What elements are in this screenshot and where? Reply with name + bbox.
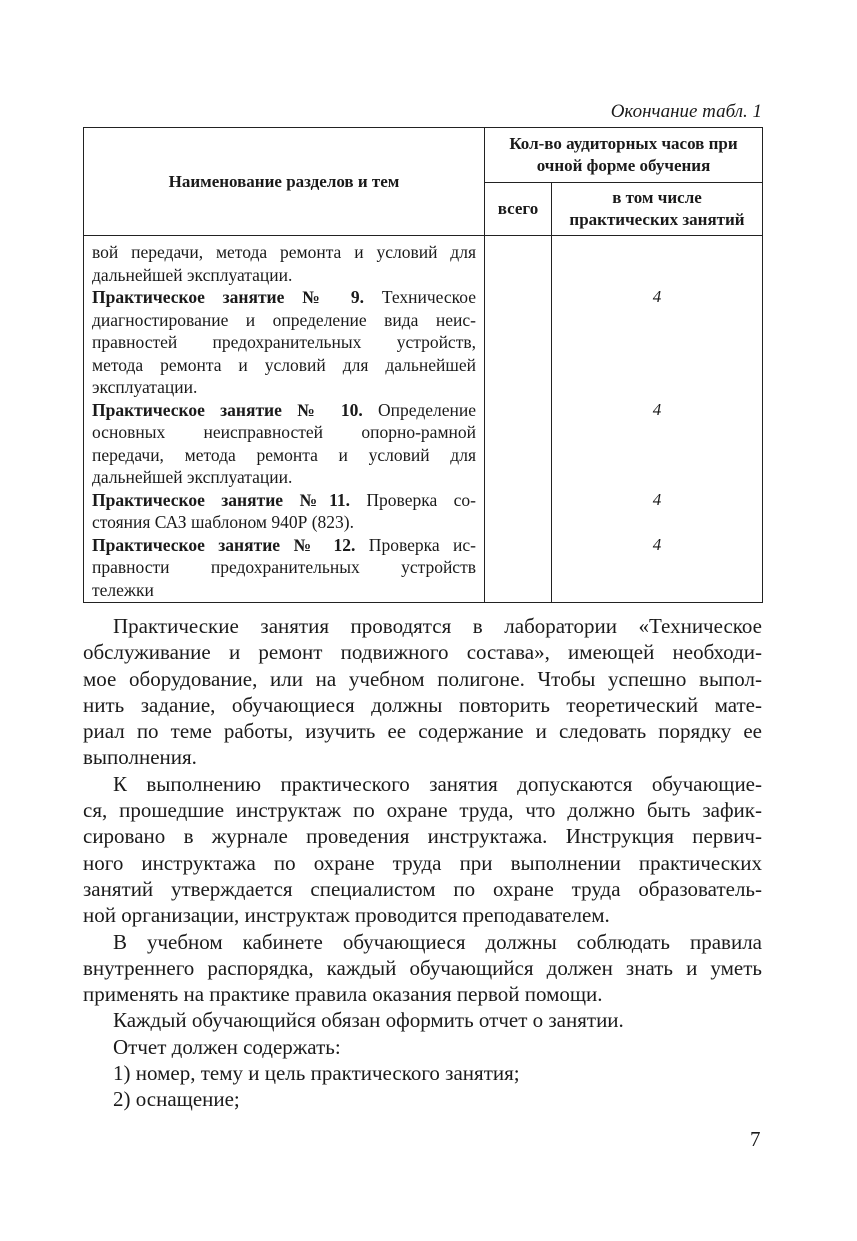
paragraph-line: ной организации, инструктаж проводится преподавателем. <box>83 903 610 928</box>
paragraph-line: ного инструктажа по охране труда при выполнении практических <box>83 850 762 875</box>
paragraph-line: риал по теме работы, изучить ее содержание и следовать порядку ее <box>83 719 762 744</box>
topic-line: основных неисправностей опорно-рамной <box>92 422 476 442</box>
topic-line: правностей предохранительных устройств, <box>92 332 476 352</box>
curriculum-table <box>83 127 763 603</box>
practical-hours <box>552 264 762 287</box>
paragraph-line: внутреннего распорядка, каждый обучающийся должен знать и уметь <box>83 955 762 980</box>
topic-line: дальнейшей эксплуатации. <box>92 264 293 285</box>
paragraph-line: мое оборудование, или на учебном полигоне. Чтобы успешно выпол- <box>83 666 762 691</box>
paragraph-line: применять на практике правила оказания первой помощи. <box>83 982 603 1007</box>
practical-hours <box>552 309 762 332</box>
practical-hours <box>552 376 762 399</box>
topic-line: Практическое занятие №11. Проверка со- <box>92 489 476 510</box>
paragraph-line: обслуживание и ремонт подвижного состава», имеющей необходи- <box>83 640 762 665</box>
practical-hours <box>552 444 762 467</box>
lesson-title: Практическое занятие № 10. <box>92 399 363 420</box>
topic-line: правности предохранительных устройств <box>92 557 476 577</box>
paragraph-line: Каждый обучающийся обязан оформить отчет о занятии. <box>113 1008 624 1033</box>
lesson-title: Практическое занятие № 9. <box>92 287 365 307</box>
topic-line: стояния САЗ шаблоном 940Р (823). <box>92 512 355 532</box>
practical-hours <box>552 354 762 377</box>
paragraph-line: 2) оснащение; <box>113 1087 240 1112</box>
header-name: Наименование разделов и тем <box>84 128 485 236</box>
topic-line: эксплуатации. <box>92 377 198 397</box>
practical-cell <box>552 236 763 603</box>
topic-line: Практическое занятие № 12. Проверка ис- <box>92 534 477 555</box>
topic-line: диагностирование и определение вида неис- <box>92 309 476 330</box>
practical-hours: 4 <box>652 534 662 554</box>
total-cell <box>485 236 552 603</box>
paragraph-line: 1) номер, тему и цель практического занятия; <box>113 1061 520 1086</box>
lesson-title: Практическое занятие № 12. <box>92 534 356 555</box>
paragraph-line: нить задание, обучающиеся должны повторить теоретический мате- <box>83 692 762 717</box>
topic-line: метода ремонта и условий для дальнейшей <box>92 354 476 375</box>
topic-line: тележки <box>92 579 154 600</box>
practical-hours: 4 <box>652 489 662 509</box>
topic-line: вой передачи, метода ремонта и условий для <box>92 242 476 262</box>
practical-hours: 4 <box>652 287 662 306</box>
practical-hours <box>552 556 762 579</box>
practical-hours: 4 <box>652 399 662 419</box>
practical-hours <box>552 466 762 489</box>
paragraph-line: ся, прошедшие инструктаж по охране труда, что должно быть зафик- <box>83 798 762 823</box>
header-total: всего <box>485 183 552 236</box>
page-number: 7 <box>750 1127 761 1151</box>
lesson-title: Практическое занятие №11. <box>92 489 350 510</box>
paragraph-line: сировано в журнале проведения инструктажа. Инструкция первич- <box>83 824 762 849</box>
table-continuation-label: Окончание табл. 1 <box>610 101 762 122</box>
topic-line: дальнейшей эксплуатации. <box>92 467 293 487</box>
practical-hours <box>552 421 762 444</box>
paragraph-line: Отчет должен содержать: <box>113 1034 341 1059</box>
paragraph-line: В учебном кабинете обучающиеся должны соблюдать правила <box>113 929 762 954</box>
topic-line: передачи, метода ремонта и условий для <box>92 444 476 465</box>
topics-cell <box>84 236 485 603</box>
paragraph-line: занятий утверждается специалистом по охране труда образователь- <box>83 876 762 901</box>
header-practical: в том числе практических занятий <box>552 183 763 236</box>
practical-hours <box>552 511 762 534</box>
paragraph-line: К выполнению практического занятия допускаются обучающие- <box>113 771 762 796</box>
practical-hours <box>552 579 762 602</box>
body-text <box>83 613 762 1113</box>
practical-hours <box>552 331 762 354</box>
paragraph-line: выполнения. <box>83 745 197 770</box>
practical-hours <box>552 241 762 264</box>
paragraph-line: Практические занятия проводятся в лаборатории «Техническое <box>113 614 762 638</box>
topic-line: Практическое занятие № 10. Определение <box>92 399 476 420</box>
header-hours: Кол-во аудиторных часов при очной форме обучения <box>485 128 763 183</box>
topic-line: Практическое занятие № 9. Техническое <box>92 287 476 307</box>
